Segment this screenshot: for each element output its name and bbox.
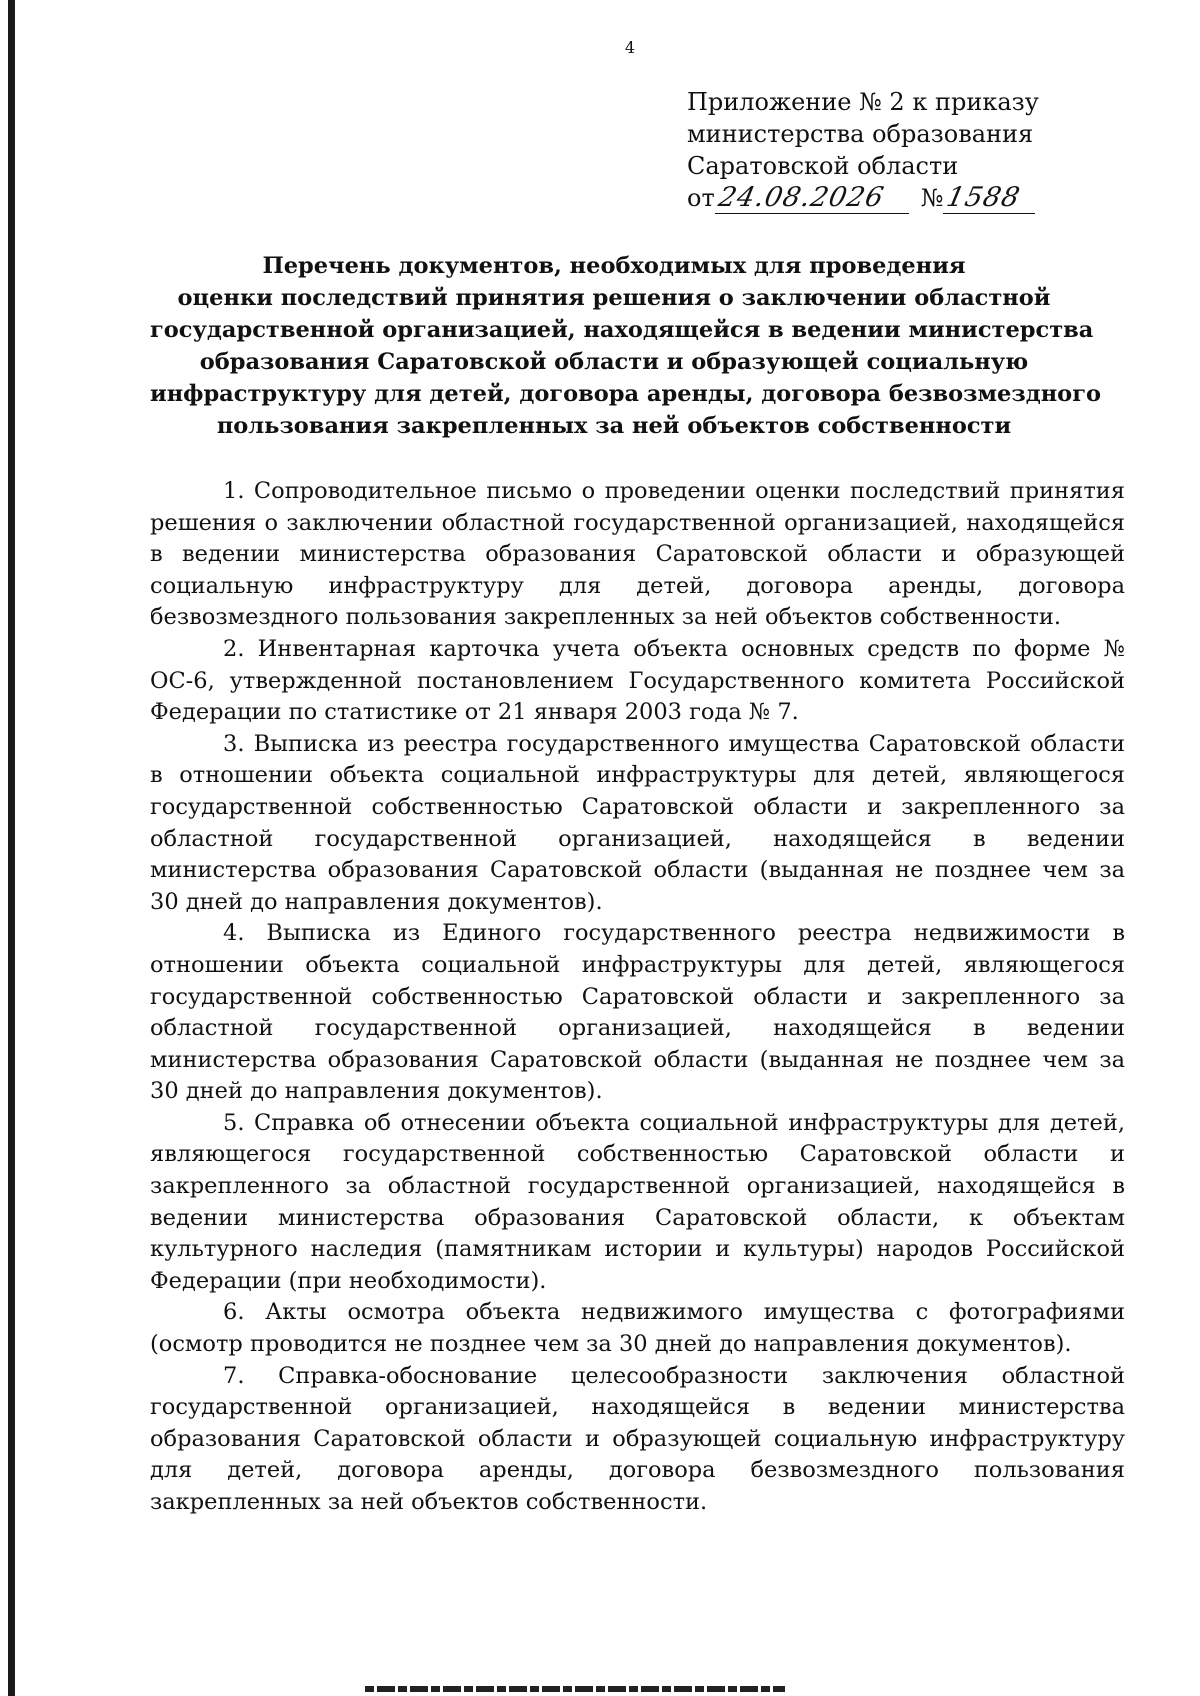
number-prefix: № — [920, 184, 944, 212]
date-field — [715, 183, 909, 214]
annex-date-number-line — [687, 182, 1117, 214]
list-item-7: 7. Справка-обоснование целесообразности заключения областной государственной организацией, находящейся в ведении министерства образования Саратовской области и образующей социальную инфраструктуру для детей, договора аренды, договора безвозмездного пользования закрепленных за ней объектов собственности. — [150, 1362, 1125, 1515]
annex-line-3: Саратовской области — [687, 152, 959, 180]
scan-bottom-mark — [365, 1686, 785, 1692]
handwritten-number: 1588 — [944, 182, 1024, 213]
handwritten-date: 24.08.2026 — [715, 182, 887, 213]
title-line-2: оценки последствий принятия решения о заключении областной — [177, 285, 1051, 311]
annex-line-1: Приложение № 2 к приказу — [687, 88, 1039, 116]
list-item-1: 1. Сопроводительное письмо о проведении оценки последствий принятия решения о заключении областной государственной организацией, находящейся в ведении министерства образования Саратовской области и образующей социальную инфраструктуру для детей, договора аренды, договора безвозмездного пользования закрепленных за ней объектов собственности. — [150, 478, 1125, 631]
list-item-5: 5. Справка об отнесении объекта социальной инфраструктуры для детей, являющегося государственной собственностью Саратовской области и закрепленного за областной государственной организацией, находящейся в ведении министерства образования Саратовской области, к объектам культурного наследия (памятникам истории и культуры) народов Российской Федерации (при необходимости). — [150, 1109, 1125, 1294]
title-line-6: пользования закрепленных за ней объектов собственности — [216, 413, 1012, 439]
list-item-6: 6. Акты осмотра объекта недвижимого имущества с фотографиями (осмотр проводится не позднее чем за 30 дней до направления документов). — [150, 1299, 1125, 1358]
title-line-5: инфраструктуру для детей, договора аренды, договора безвозмездного — [150, 381, 1101, 407]
title-line-3: государственной организацией, находящейся в ведении министерства — [150, 317, 1094, 343]
page-number: 4 — [624, 38, 636, 57]
list-item-4: 4. Выписка из Единого государственного реестра недвижимости в отношении объекта социальной инфраструктуры для детей, являющегося государственной собственностью Саратовской области и закрепленного за областной государственной организацией, находящейся в ведении министерства образования Саратовской области (выданная не позднее чем за 30 дней до направления документов). — [150, 920, 1125, 1105]
number-field — [943, 183, 1035, 214]
document-body — [150, 476, 1125, 1519]
date-prefix: от — [687, 184, 715, 212]
list-item-2: 2. Инвентарная карточка учета объекта основных средств по форме № ОС-6, утвержденной постановлением Государственного комитета Российской Федерации по статистике от 21 января 2003 года № 7. — [150, 635, 1125, 726]
document-title — [150, 250, 1101, 442]
title-line-4: образования Саратовской области и образующей социальную — [199, 349, 1029, 375]
annex-header — [687, 86, 1117, 214]
scan-left-edge — [8, 0, 15, 1696]
annex-line-2: министерства образования — [687, 120, 1034, 148]
list-item-3: 3. Выписка из реестра государственного имущества Саратовской области в отношении объекта социальной инфраструктуры для детей, являющегося государственной собственностью Саратовской области и закрепленного за областной государственной организацией, находящейся в ведении министерства образования Саратовской области (выданная не позднее чем за 30 дней до направления документов). — [150, 730, 1125, 915]
title-line-1: Перечень документов, необходимых для проведения — [262, 253, 966, 279]
